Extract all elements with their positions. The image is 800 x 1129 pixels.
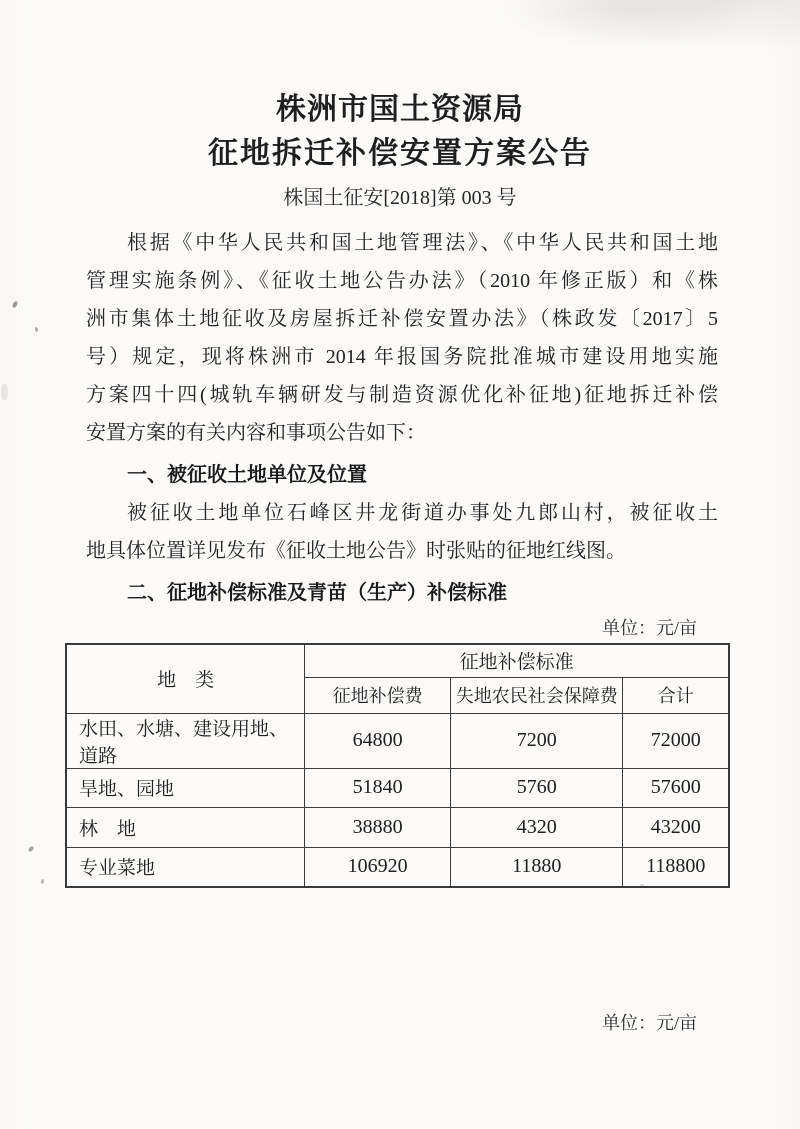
- table-header-land-type: 地 类: [66, 644, 305, 713]
- unit-label-bottom: 单位：元/亩: [601, 1013, 697, 1033]
- table-row: [66, 713, 729, 768]
- body-line: 安置方案的有关内容和事项公告如下：: [86, 422, 426, 444]
- table-cell-fee: 106920: [305, 847, 451, 887]
- scan-artifact: [12, 300, 19, 308]
- table-cell-fee: 51840: [305, 768, 451, 807]
- table-subheader-fee: 征地补偿费: [305, 677, 451, 713]
- table-header-group: 征地补偿标准: [305, 644, 729, 677]
- document-title: 征地拆迁补偿安置方案公告: [208, 137, 592, 170]
- document-content: [65, 0, 735, 888]
- body-text: [86, 224, 718, 612]
- body-line: 方案四十四(城轨车辆研发与制造资源优化补征地)征地拆迁补偿: [86, 384, 718, 406]
- body-line: 洲市集体土地征收及房屋拆迁补偿安置办法》（株政发〔2017〕5: [86, 308, 718, 330]
- table-cell-total: 43200: [623, 807, 729, 847]
- table-row: [66, 768, 729, 807]
- table-cell-social: 11880: [451, 847, 623, 887]
- body-line: 根据《中华人民共和国土地管理法》、《中华人民共和国土地: [127, 232, 718, 254]
- table-header-row: [66, 644, 729, 677]
- table-cell-land-type: 水田、水塘、建设用地、道路: [66, 713, 305, 768]
- body-line: 号）规定，现将株洲市 2014 年报国务院批准城市建设用地实施: [86, 346, 718, 368]
- table-cell-land-type: 旱地、园地: [66, 768, 305, 807]
- table-row: [66, 807, 729, 847]
- unit-label-top: 单位：元/亩: [601, 618, 697, 638]
- section-2-heading: 二、征地补偿标准及青苗（生产）补偿标准: [127, 582, 507, 604]
- scan-artifact: [1, 384, 8, 400]
- document-number: 株国土征安[2018]第 003 号: [283, 187, 517, 209]
- scan-artifact: [41, 879, 45, 884]
- scan-artifact: [28, 845, 35, 852]
- table-cell-total: 57600: [623, 768, 729, 807]
- table-row: [66, 847, 729, 887]
- table-subheader-total: 合计: [623, 677, 729, 713]
- table-cell-fee: 64800: [305, 713, 451, 768]
- body-line: 地具体位置详见发布《征收土地公告》时张贴的征地红线图。: [86, 540, 626, 562]
- table-cell-social: 7200: [451, 713, 623, 768]
- table-cell-social: 4320: [451, 807, 623, 847]
- scan-artifact: [34, 327, 38, 333]
- table-cell-social: 5760: [451, 768, 623, 807]
- organization-title: 株洲市国土资源局: [276, 93, 524, 126]
- table-cell-land-type: 林 地: [66, 807, 305, 847]
- section-1-heading: 一、被征收土地单位及位置: [127, 464, 367, 486]
- body-line: 被征收土地单位石峰区井龙街道办事处九郎山村，被征收土: [127, 502, 718, 524]
- table-cell-land-type: 专业菜地: [66, 847, 305, 887]
- table-cell-fee: 38880: [305, 807, 451, 847]
- table-cell-total: 72000: [623, 713, 729, 768]
- table-cell-total: 118800: [623, 847, 729, 887]
- compensation-table: [65, 643, 730, 888]
- table-subheader-social: 失地农民社会保障费: [451, 677, 623, 713]
- body-line: 管理实施条例》、《征收土地公告办法》（2010 年修正版）和《株: [86, 270, 718, 292]
